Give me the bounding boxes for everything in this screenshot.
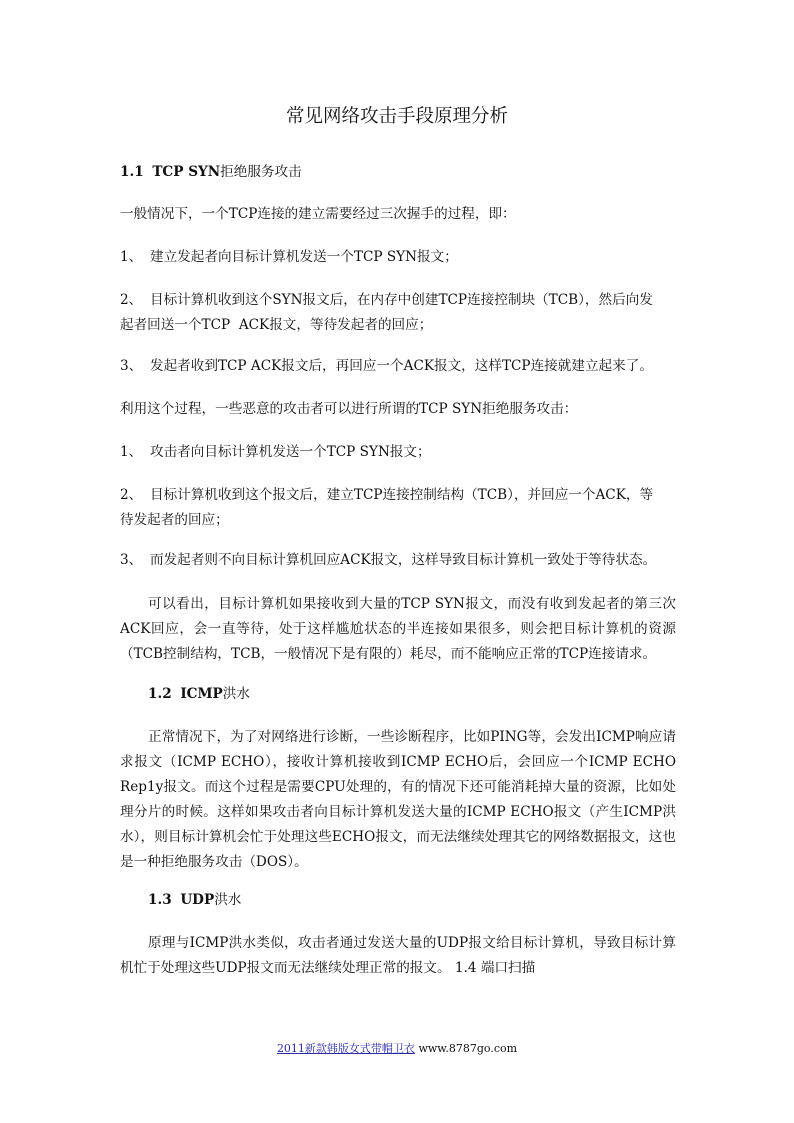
page-footer (0, 1041, 794, 1057)
section-title-text: 洪水 (214, 892, 242, 908)
section-title-text: 拒绝服务攻击 (220, 164, 302, 180)
document-title: 常见网络攻击手段原理分析 (285, 106, 508, 127)
list-item (120, 548, 676, 573)
list-item (120, 245, 676, 270)
list-item: 2、 目标计算机收到这个SYN报文后，在内存中创建TCP连接控制块（TCB），然后向发 起者回送一个TCP ACK报文，等待发起者的回应； (120, 288, 676, 338)
summary-paragraph: 可以看出，目标计算机如果接收到大量的TCP SYN报文，而没有收到发起者的第三次ACK回应，会一直等待，处于这样尴尬状态的半连接如果很多，则会把目标计算机的资源（TCB控制结构，TCB，一般情况下是有限的）耗尽，而不能响应正常的TCP连接请求。 (120, 596, 676, 662)
list-text: 建立发起者向目标计算机发送一个TCP SYN报文； (150, 249, 458, 265)
list-text: 发起者收到TCP ACK报文后，再回应一个ACK报文，这样TCP连接就建立起来了。 (150, 358, 653, 374)
section-number: 1.3 (148, 892, 172, 908)
list-number: 3、 (120, 552, 143, 568)
section-heading-1-1 (120, 160, 676, 185)
section-number: 1.1 (120, 164, 144, 180)
intro-paragraph: 一般情况下，一个TCP连接的建立需要经过三次握手的过程，即： (120, 206, 516, 222)
section-heading-1-3 (148, 888, 704, 913)
section-title-text: 洪水 (222, 686, 250, 702)
list-number: 1、 (120, 249, 143, 265)
list-item: 2、 目标计算机收到这个报文后，建立TCP连接控制结构（TCB），并回应一个ACK，等 待发起者的回应； (120, 483, 676, 533)
list-text: 而发起者则不向目标计算机回应ACK报文，这样导致目标计算机一致处于等待状态。 (150, 552, 657, 568)
list-item (120, 354, 676, 379)
udp-paragraph: 原理与ICMP洪水类似，攻击者通过发送大量的UDP报文给目标计算机，导致目标计算机忙于处理这些UDP报文而无法继续处理正常的报文。 1.4 端口扫描 (120, 935, 676, 976)
section-number: 1.2 (148, 686, 172, 702)
footer-url: www.8787go.com (418, 1042, 518, 1055)
list-number: 2、 (120, 487, 143, 503)
icmp-paragraph: 正常情况下，为了对网络进行诊断，一些诊断程序，比如PING等，会发出ICMP响应请求报文（ICMP ECHO），接收计算机接收到ICMP ECHO后，会回应一个ICMP ECHO Rep1y报文。而这个过程是需要CPU处理的，有的情况下还可能消耗掉大量的资源，比如处理分片的时候。这样如果攻击者向目标计算机发送大量的ICMP ECHO报文（产生ICMP洪水），则目标计算机会忙于处理这些ECHO报文，而无法继续处理其它的网络数据报文，这也是一种拒绝服务攻击（DOS）。 (120, 729, 676, 870)
list-item (120, 440, 676, 465)
abuse-intro-paragraph: 利用这个过程，一些恶意的攻击者可以进行所谓的TCP SYN拒绝服务攻击： (120, 401, 578, 417)
section-code: UDP (180, 892, 215, 908)
section-code: ICMP (180, 686, 223, 702)
section-code: TCP SYN (152, 164, 221, 180)
footer-ad-link[interactable]: 2011新款韩版女式带帽卫衣 (276, 1042, 415, 1055)
section-heading-1-2 (148, 682, 704, 707)
list-text: 攻击者向目标计算机发送一个TCP SYN报文； (150, 444, 431, 460)
list-number: 1、 (120, 444, 143, 460)
list-number: 3、 (120, 358, 143, 374)
list-number: 2、 (120, 292, 143, 308)
